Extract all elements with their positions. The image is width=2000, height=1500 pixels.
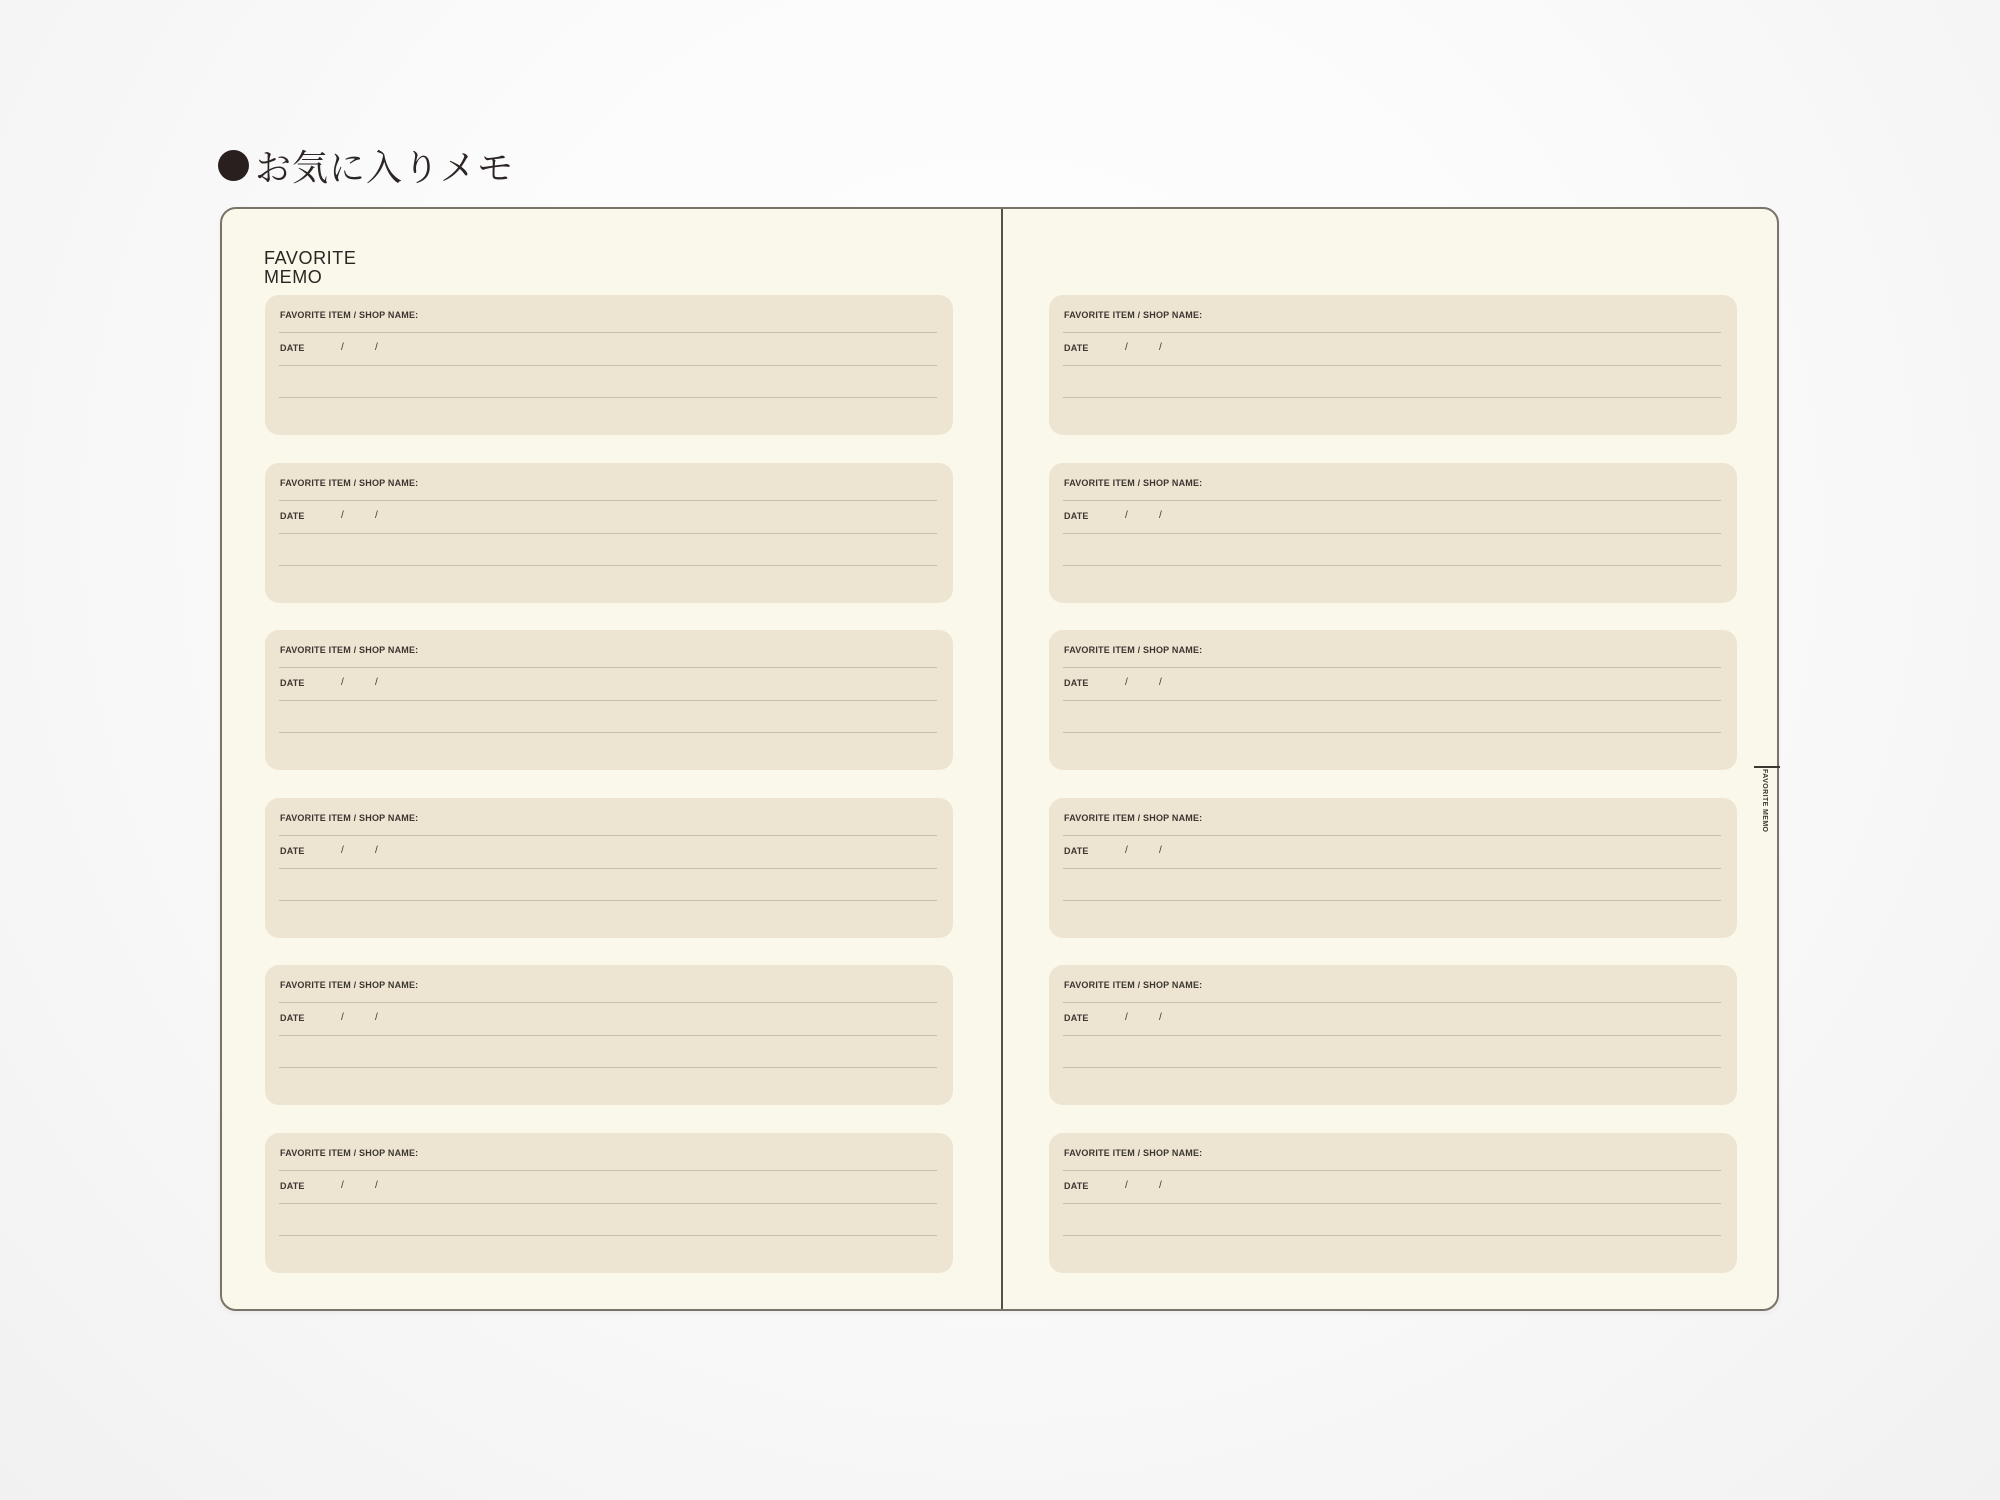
writing-line[interactable] [279, 1035, 937, 1036]
date-label: DATE [280, 1180, 305, 1191]
writing-line[interactable] [1063, 1035, 1721, 1036]
date-separator-1: / [1125, 844, 1128, 856]
date-separator-1: / [341, 509, 344, 521]
date-separator-2: / [375, 342, 378, 353]
writing-line[interactable] [279, 500, 937, 501]
date-label: DATE [280, 678, 305, 688]
index-tab [1752, 209, 1778, 1309]
page-title-line-1: FAVORITE [264, 248, 357, 268]
writing-line[interactable] [279, 1067, 937, 1068]
date-separator-2: / [1159, 844, 1162, 856]
writing-line[interactable] [279, 700, 937, 701]
index-tab-label: FAVORITE MEMO [1761, 769, 1768, 833]
writing-line[interactable] [279, 533, 937, 534]
writing-line[interactable] [279, 365, 937, 366]
memo-card[interactable] [1049, 463, 1737, 603]
memo-card[interactable] [265, 1133, 953, 1273]
writing-line[interactable] [1063, 700, 1721, 701]
date-separator-1: / [341, 342, 344, 353]
memo-card[interactable] [265, 798, 953, 938]
date-separator-1: / [1125, 677, 1128, 688]
section-heading-text: お気に入りメモ [255, 147, 515, 189]
date-separator-2: / [375, 1012, 378, 1023]
date-label: DATE [1064, 678, 1089, 688]
date-separator-2: / [1159, 677, 1162, 688]
favorite-item-label: FAVORITE ITEM / SHOP NAME: [280, 980, 419, 990]
favorite-item-label: FAVORITE ITEM / SHOP NAME: [280, 310, 419, 320]
date-label: DATE [280, 343, 305, 353]
writing-line[interactable] [1063, 667, 1721, 668]
memo-card[interactable] [265, 965, 953, 1105]
index-tab-marker [1754, 766, 1780, 768]
favorite-item-label: FAVORITE ITEM / SHOP NAME: [280, 812, 419, 823]
left-page [222, 209, 1001, 1309]
writing-line[interactable] [279, 1203, 937, 1204]
date-label: DATE [280, 1013, 305, 1023]
date-separator-1: / [341, 1179, 344, 1191]
writing-line[interactable] [279, 900, 937, 901]
memo-card[interactable] [1049, 798, 1737, 938]
date-separator-1: / [1125, 509, 1128, 521]
memo-card[interactable] [1049, 630, 1737, 770]
writing-line[interactable] [279, 397, 937, 398]
date-separator-2: / [1159, 1012, 1162, 1023]
date-separator-2: / [1159, 342, 1162, 353]
writing-line[interactable] [279, 868, 937, 869]
date-separator-1: / [1125, 342, 1128, 353]
date-separator-2: / [375, 509, 378, 521]
favorite-item-label: FAVORITE ITEM / SHOP NAME: [280, 1147, 419, 1158]
memo-card[interactable] [265, 463, 953, 603]
writing-line[interactable] [1063, 835, 1721, 836]
writing-line[interactable] [1063, 533, 1721, 534]
writing-line[interactable] [279, 667, 937, 668]
date-separator-1: / [341, 844, 344, 856]
date-label: DATE [280, 510, 305, 521]
right-page [1003, 209, 1779, 1309]
date-label: DATE [1064, 845, 1089, 856]
date-label: DATE [1064, 1180, 1089, 1191]
page-title-line-2: MEMO [264, 267, 323, 287]
date-separator-2: / [375, 1179, 378, 1191]
writing-line[interactable] [1063, 397, 1721, 398]
writing-line[interactable] [279, 1235, 937, 1236]
date-separator-2: / [375, 844, 378, 856]
date-separator-2: / [1159, 509, 1162, 521]
writing-line[interactable] [1063, 332, 1721, 333]
date-label: DATE [1064, 343, 1089, 353]
writing-line[interactable] [1063, 365, 1721, 366]
favorite-item-label: FAVORITE ITEM / SHOP NAME: [1064, 980, 1203, 990]
date-label: DATE [1064, 510, 1089, 521]
writing-line[interactable] [279, 732, 937, 733]
date-label: DATE [280, 845, 305, 856]
writing-line[interactable] [279, 1170, 937, 1171]
notebook-spread [220, 207, 1779, 1311]
writing-line[interactable] [1063, 1067, 1721, 1068]
date-separator-2: / [1159, 1179, 1162, 1191]
bullet-dot-icon [218, 150, 249, 181]
date-separator-2: / [375, 677, 378, 688]
memo-card[interactable] [1049, 295, 1737, 435]
memo-card[interactable] [265, 295, 953, 435]
date-separator-1: / [1125, 1179, 1128, 1191]
favorite-item-label: FAVORITE ITEM / SHOP NAME: [280, 645, 419, 655]
writing-line[interactable] [1063, 1235, 1721, 1236]
favorite-item-label: FAVORITE ITEM / SHOP NAME: [1064, 477, 1203, 488]
writing-line[interactable] [1063, 900, 1721, 901]
date-separator-1: / [1125, 1012, 1128, 1023]
page-title [264, 249, 356, 287]
favorite-item-label: FAVORITE ITEM / SHOP NAME: [1064, 812, 1203, 823]
writing-line[interactable] [1063, 1170, 1721, 1171]
memo-card[interactable] [1049, 965, 1737, 1105]
favorite-item-label: FAVORITE ITEM / SHOP NAME: [1064, 310, 1203, 320]
section-heading [218, 140, 514, 190]
writing-line[interactable] [1063, 1002, 1721, 1003]
memo-card[interactable] [265, 630, 953, 770]
writing-line[interactable] [279, 332, 937, 333]
writing-line[interactable] [1063, 565, 1721, 566]
writing-line[interactable] [279, 1002, 937, 1003]
writing-line[interactable] [279, 835, 937, 836]
writing-line[interactable] [1063, 500, 1721, 501]
favorite-item-label: FAVORITE ITEM / SHOP NAME: [1064, 645, 1203, 655]
writing-line[interactable] [279, 565, 937, 566]
favorite-item-label: FAVORITE ITEM / SHOP NAME: [280, 477, 419, 488]
memo-card[interactable] [1049, 1133, 1737, 1273]
writing-line[interactable] [1063, 1203, 1721, 1204]
date-separator-1: / [341, 1012, 344, 1023]
writing-line[interactable] [1063, 868, 1721, 869]
favorite-item-label: FAVORITE ITEM / SHOP NAME: [1064, 1147, 1203, 1158]
date-label: DATE [1064, 1013, 1089, 1023]
date-separator-1: / [341, 677, 344, 688]
writing-line[interactable] [1063, 732, 1721, 733]
